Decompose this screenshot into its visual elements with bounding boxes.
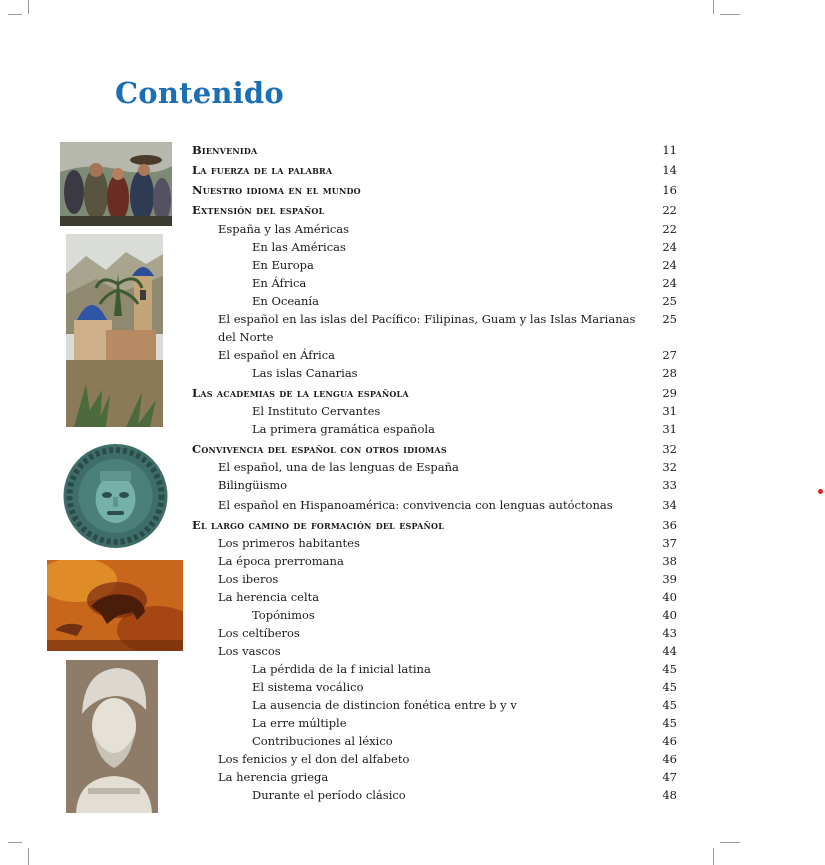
toc-page-number: 40 bbox=[662, 590, 677, 604]
toc-entry-title: España y las Américas bbox=[218, 222, 350, 236]
toc-entry bbox=[192, 606, 677, 624]
toc-page-number: 24 bbox=[662, 276, 677, 290]
toc-entry bbox=[192, 570, 677, 588]
toc-entry bbox=[192, 750, 677, 768]
toc-entry-title: La pérdida de la f inicial latina bbox=[252, 662, 431, 676]
toc-page-number: 45 bbox=[662, 680, 677, 694]
toc-entry-title: El sistema vocálico bbox=[252, 680, 364, 694]
toc-entry bbox=[192, 642, 677, 660]
toc-page-number: 45 bbox=[662, 662, 677, 676]
toc-entry-title: La herencia celta bbox=[218, 590, 320, 604]
toc-entry-title: La primera gramática española bbox=[252, 422, 435, 436]
toc-page-number: 11 bbox=[662, 143, 677, 157]
crop-mark-tl-v bbox=[28, 0, 29, 14]
toc-entry-title: Las academias de la lengua española bbox=[192, 386, 409, 400]
toc-entry bbox=[192, 458, 677, 476]
toc-entry bbox=[192, 768, 677, 786]
toc-entry-title: Los fenicios y el don del alfabeto bbox=[218, 752, 410, 766]
toc-page-number: 31 bbox=[662, 404, 677, 418]
toc-entry bbox=[192, 328, 677, 346]
toc-entry-title: Los vascos bbox=[218, 644, 281, 658]
greek-bust-icon bbox=[66, 660, 158, 813]
toc-entry bbox=[192, 588, 677, 606]
toc-entry-title: La herencia griega bbox=[218, 770, 329, 784]
toc-page-number: 31 bbox=[662, 422, 677, 436]
toc-entry bbox=[192, 678, 677, 696]
crop-mark-bl-v bbox=[28, 848, 29, 865]
page-title: Contenido bbox=[115, 76, 284, 110]
toc-page-number: 46 bbox=[662, 734, 677, 748]
toc-entry-title: El español en África bbox=[218, 348, 336, 362]
toc-entry-title: Los iberos bbox=[218, 572, 279, 586]
toc-entry-title: del Norte bbox=[218, 330, 274, 344]
toc-entry-title: La erre múltiple bbox=[252, 716, 347, 730]
toc-entry bbox=[192, 292, 677, 310]
toc-entry-title: Extensión del español bbox=[192, 203, 325, 217]
crop-mark-tr-h bbox=[720, 14, 740, 15]
toc-section bbox=[192, 440, 677, 458]
toc-entry-title: Los celtíberos bbox=[218, 626, 300, 640]
toc-entry-title: En Europa bbox=[252, 258, 314, 272]
toc-entry-title: Las islas Canarias bbox=[252, 366, 358, 380]
toc-section bbox=[192, 181, 677, 199]
toc-page-number: 46 bbox=[662, 752, 677, 766]
toc-entry bbox=[192, 534, 677, 552]
village-church-painting-icon bbox=[66, 234, 163, 427]
crop-mark-tl-h bbox=[8, 14, 22, 15]
toc-page-number: 37 bbox=[662, 536, 677, 550]
toc-page-number: 44 bbox=[662, 644, 677, 658]
toc-page-number: 25 bbox=[662, 294, 677, 308]
toc-section bbox=[192, 516, 677, 534]
toc-page-number: 45 bbox=[662, 716, 677, 730]
toc-entry bbox=[192, 624, 677, 642]
toc-entry bbox=[192, 274, 677, 292]
toc-entry-title: El largo camino de formación del español bbox=[192, 518, 445, 532]
toc-entry-title: Topónimos bbox=[252, 608, 315, 622]
toc-entry-title: En África bbox=[252, 276, 307, 290]
toc-page-number: 27 bbox=[662, 348, 677, 362]
crop-mark-bl-h bbox=[8, 842, 22, 843]
toc-section bbox=[192, 384, 677, 402]
toc-entry-title: Los primeros habitantes bbox=[218, 536, 360, 550]
toc-entry bbox=[192, 238, 677, 256]
toc-page-number: 48 bbox=[662, 788, 677, 802]
toc-entry bbox=[192, 732, 677, 750]
toc-entry bbox=[192, 696, 677, 714]
toc-section bbox=[192, 141, 677, 159]
toc-page-number: 16 bbox=[662, 183, 677, 197]
toc-entry-title: El español, una de las lenguas de España bbox=[218, 460, 459, 474]
toc-page-number: 39 bbox=[662, 572, 677, 586]
toc-entry bbox=[192, 660, 677, 678]
toc-entry-title: El español en Hispanoamérica: convivencia con lenguas autóctonas bbox=[218, 498, 613, 512]
toc-entry-title: Nuestro idioma en el mundo bbox=[192, 183, 361, 197]
toc-entry bbox=[192, 220, 677, 238]
toc-entry-title: Contribuciones al léxico bbox=[252, 734, 393, 748]
toc-entry-title: La fuerza de la palabra bbox=[192, 163, 333, 177]
toc-page-number: 32 bbox=[662, 460, 677, 474]
crop-mark-tr-v bbox=[713, 0, 714, 14]
toc-page-number: 25 bbox=[662, 312, 677, 326]
toc-entry bbox=[192, 402, 677, 420]
toc-page-number: 34 bbox=[662, 498, 677, 512]
crop-mark-br-v bbox=[713, 848, 714, 865]
toc-entry-title: Bilingüismo bbox=[218, 478, 288, 492]
toc-entry-title: Durante el período clásico bbox=[252, 788, 406, 802]
toc-section bbox=[192, 201, 677, 219]
toc-entry bbox=[192, 552, 677, 570]
toc-entry bbox=[192, 786, 677, 804]
toc-entry bbox=[192, 476, 677, 494]
toc-entry bbox=[192, 310, 677, 328]
cave-bison-painting-icon bbox=[47, 560, 183, 651]
toc-page-number: 47 bbox=[662, 770, 677, 784]
red-marker-dot bbox=[818, 489, 823, 494]
toc-entry-title: Convivencia del español con otros idiomas bbox=[192, 442, 447, 456]
toc-page-number: 29 bbox=[662, 386, 677, 400]
toc-page-number: 28 bbox=[662, 366, 677, 380]
toc-entry bbox=[192, 496, 677, 514]
toc-page-number: 24 bbox=[662, 240, 677, 254]
toc-entry bbox=[192, 346, 677, 364]
toc-page-number: 45 bbox=[662, 698, 677, 712]
toc-entry-title: El Instituto Cervantes bbox=[252, 404, 381, 418]
aztec-mask-icon bbox=[62, 443, 169, 549]
toc-page-number: 24 bbox=[662, 258, 677, 272]
toc-entry-title: La época prerromana bbox=[218, 554, 344, 568]
toc-page-number: 32 bbox=[662, 442, 677, 456]
toc-entry-title: En las Américas bbox=[252, 240, 346, 254]
toc-entry bbox=[192, 364, 677, 382]
toc-page-number: 36 bbox=[662, 518, 677, 532]
toc-page-number: 14 bbox=[662, 163, 677, 177]
toc-page-number: 43 bbox=[662, 626, 677, 640]
toc-page-number: 38 bbox=[662, 554, 677, 568]
toc-entry-title: En Oceanía bbox=[252, 294, 319, 308]
toc-page-number: 33 bbox=[662, 478, 677, 492]
toc-entry bbox=[192, 714, 677, 732]
toc-entry-title: La ausencia de distincion fonética entre b y v bbox=[252, 698, 517, 712]
toc-entry-title: Bienvenida bbox=[192, 143, 258, 157]
toc-entry bbox=[192, 256, 677, 274]
toc-entry-title: El español en las islas del Pacífico: Filipinas, Guam y las Islas Marianas bbox=[218, 312, 636, 326]
toc-section bbox=[192, 161, 677, 179]
toc-page-number: 40 bbox=[662, 608, 677, 622]
crop-mark-br-h bbox=[720, 842, 740, 843]
mural-people-painting-icon bbox=[60, 142, 172, 226]
toc-page-number: 22 bbox=[662, 203, 677, 217]
toc-page-number: 22 bbox=[662, 222, 677, 236]
toc-entry bbox=[192, 420, 677, 438]
